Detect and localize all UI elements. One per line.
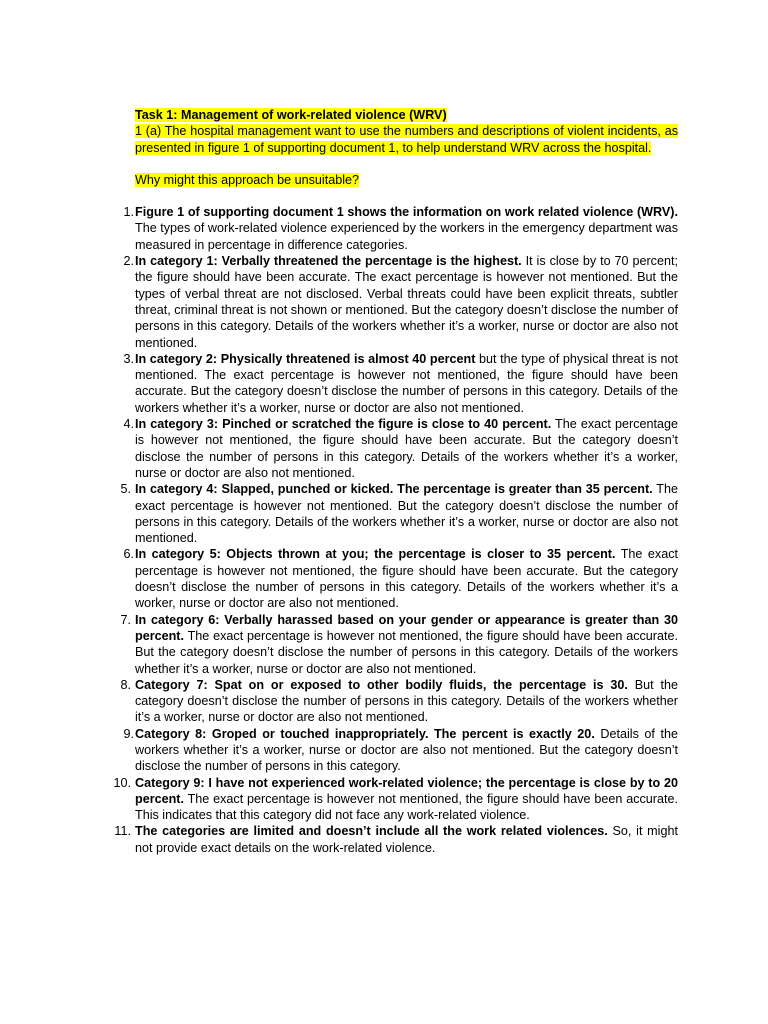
answer-list — [113, 204, 679, 856]
item-number: 5. — [120, 482, 131, 497]
list-item — [113, 775, 678, 824]
item-bold-text: Category 9: I have not experienced work-related violence; the percentage is close by to 20 percent. — [135, 775, 678, 806]
list-item — [123, 546, 678, 611]
item-bold-text: In category 6: Verbally harassed based on your gender or appearance is greater than 30 percent. — [135, 612, 678, 643]
item-number: 1. — [123, 205, 134, 220]
item-bold-text: The categories are limited and doesn’t include all the work related violences. — [135, 824, 608, 839]
item-bold-text: In category 5: Objects thrown at you; the percentage is closer to 35 percent. — [135, 547, 616, 562]
item-text: So, it might not provide exact details on the work-related violence. — [135, 824, 678, 855]
item-number: 3. — [123, 351, 134, 366]
item-bold-text: In category 2: Physically threatened is almost 40 percent — [135, 351, 476, 366]
item-number: 8. — [120, 677, 131, 692]
list-item — [120, 612, 678, 677]
task-question-block — [135, 107, 678, 156]
list-item — [114, 823, 678, 856]
item-number: 2. — [123, 254, 134, 269]
item-text: The types of work-related violence experienced by the workers in the emergency department was measured in percentage in difference categories. — [135, 221, 678, 252]
item-text: but the type of physical threat is not mentioned. The exact percentage is however not mentioned, the figure should have been accurate. But the category doesn’t disclose the number of persons in this category. Details of the workers whether it’s a worker, nurse or doctor are also not mentioned. — [135, 351, 678, 415]
item-bold-text: In category 1: Verbally threatened the percentage is the highest. — [135, 254, 522, 269]
task-prompt: Why might this approach be unsuitable? — [135, 172, 360, 187]
task-prompt-block — [135, 172, 678, 188]
list-item — [123, 204, 678, 253]
item-number: 11. — [114, 824, 131, 839]
item-text: The exact percentage is however not mentioned, the figure should have been accurate. But the category doesn’t disclose the number of persons in this category. Details of the workers whether it’s a worker, nurse or doctor are also not mentioned. — [135, 417, 679, 480]
document-page — [113, 107, 679, 856]
item-text: The exact percentage is however not mentioned, the figure should have been accurate. But the category doesn’t disclose the number of persons in this category. Details of the workers whether it’s a worker, nurse or doctor are also not mentioned. — [135, 547, 678, 611]
task-question: 1 (a) The hospital management want to use the numbers and descriptions of violent incidents, as presented in figure 1 of supporting document 1, to help understand WRV across the hospital. — [135, 124, 678, 155]
item-bold-text: Category 7: Spat on or exposed to other bodily fluids, the percentage is 30. — [135, 677, 628, 692]
item-bold-text: In category 3: Pinched or scratched the figure is close to 40 percent. — [135, 417, 552, 432]
task-title: Task 1: Management of work-related violence (WRV) — [135, 108, 447, 122]
list-item — [120, 677, 678, 726]
item-number: 7. — [120, 612, 131, 627]
item-bold-text: Figure 1 of supporting document 1 shows the information on work related violence (WRV). — [135, 205, 678, 220]
item-text: The exact percentage is however not mentioned, the figure should have been accurate. But the category doesn’t disclose the number of persons in this category. Details of the workers whether it’s a worker, nurse or doctor are also not mentioned. — [135, 628, 678, 676]
item-text: But the category doesn’t disclose the number of persons in this category. Details of the workers whether it’s a worker, nurse or doctor are also not mentioned. — [135, 677, 678, 725]
list-item — [123, 253, 678, 351]
item-number: 9. — [123, 726, 134, 741]
list-item — [123, 726, 678, 775]
item-text: The exact percentage is however not mentioned, the figure should have been accurate. This indicates that this category did not face any work-related violence. — [135, 791, 678, 823]
item-text: It is close by to 70 percent; the figure should have been accurate. The exact percentage is however not mentioned. But the types of verbal threat are not disclosed. Verbal threats could have been explicit threats, subtler threat, criminal threat is not shown or mentioned. But the category doesn’t disclose the number of persons in this category. Details of the workers whether it’s a worker, nurse or doctor are also not mentioned. — [135, 254, 678, 350]
list-item — [123, 351, 678, 416]
item-number: 6. — [123, 547, 134, 562]
item-bold-text: In category 4: Slapped, punched or kicked. The percentage is greater than 35 percent. — [135, 482, 653, 497]
item-number: 4. — [123, 417, 134, 432]
list-item — [123, 416, 679, 481]
item-text: Details of the workers whether it’s a worker, nurse or doctor are also not mentioned. But the category doesn’t disclose the number of persons in this category. — [135, 726, 678, 774]
item-number: 10. — [113, 775, 131, 790]
list-item — [120, 481, 678, 546]
item-text: The exact percentage is however not mentioned. But the category doesn’t disclose the number of persons in this category. Details of the workers whether it’s a worker, nurse or doctor are also not mentioned. — [135, 482, 678, 546]
item-bold-text: Category 8: Groped or touched inappropriately. The percent is exactly 20. — [135, 726, 595, 741]
